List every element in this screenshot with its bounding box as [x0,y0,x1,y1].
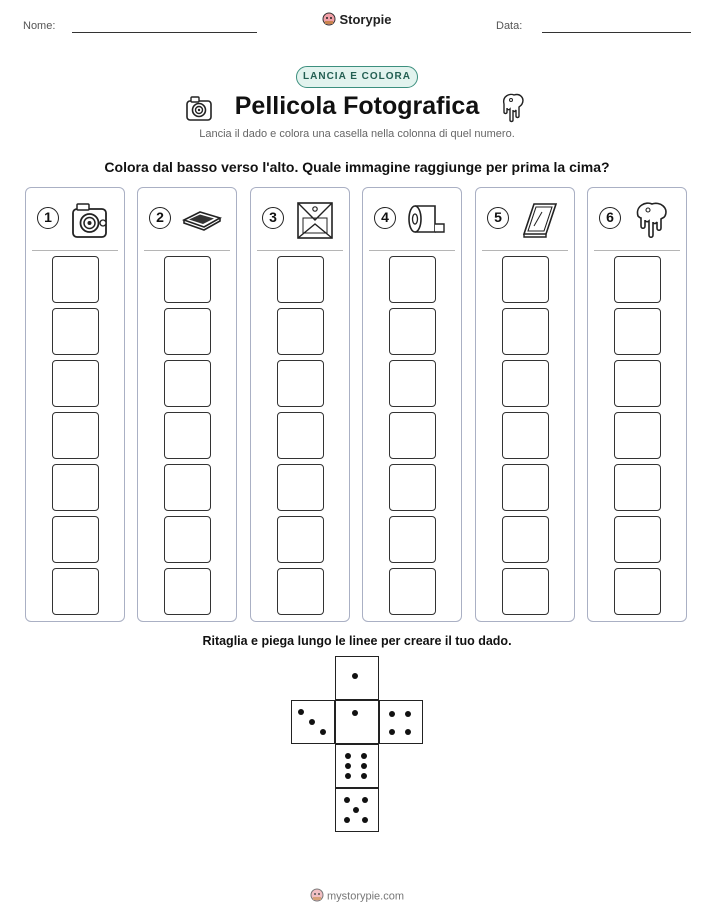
die-pip [389,711,395,717]
color-box[interactable] [502,568,549,615]
page-title: Pellicola Fotografica [234,92,480,120]
color-box[interactable] [502,256,549,303]
column-5 [475,187,575,622]
color-box[interactable] [164,256,211,303]
brand-name: Storypie [339,12,392,27]
column-2 [137,187,237,622]
color-box[interactable] [52,308,99,355]
color-box[interactable] [389,568,436,615]
die-pip [345,773,351,779]
column-4 [362,187,462,622]
color-box[interactable] [614,360,661,407]
color-box[interactable] [52,464,99,511]
brand-header [0,12,714,29]
color-box[interactable] [502,464,549,511]
color-box[interactable] [164,412,211,459]
color-box[interactable] [389,516,436,563]
die-pip [389,729,395,735]
developing-tray-icon [182,200,222,240]
column-number: 3 [262,207,284,229]
column-divider [144,250,230,251]
color-box[interactable] [277,516,324,563]
color-box[interactable] [389,308,436,355]
die-face-5 [335,788,379,832]
column-number: 5 [487,207,509,229]
die-pip [309,719,315,725]
name-label: Nome: [23,20,56,32]
melting-drip-icon [632,200,672,240]
color-box[interactable] [164,516,211,563]
color-box[interactable] [502,308,549,355]
color-box[interactable] [389,256,436,303]
die-pip [361,753,367,759]
date-label: Data: [496,20,523,32]
die-pip [352,673,358,679]
color-box[interactable] [502,360,549,407]
melting-drip-icon [500,92,526,124]
storypie-logo-icon [322,12,336,29]
footer-url[interactable]: mystorypie.com [326,890,405,903]
color-box[interactable] [52,516,99,563]
color-box[interactable] [164,464,211,511]
die-pip [298,709,304,715]
glass-slide-icon [520,200,560,240]
die-face-1-center [335,700,379,744]
color-box[interactable] [277,464,324,511]
column-divider [32,250,118,251]
color-box[interactable] [389,360,436,407]
film-roll-icon [407,200,447,240]
die-pip [345,763,351,769]
die-pip [353,807,359,813]
color-box[interactable] [277,360,324,407]
cut-instruction: Ritaglia e piega lungo le linee per creare il tuo dado. [202,634,512,648]
color-box[interactable] [389,412,436,459]
die-pip [344,817,350,823]
die-pip [361,773,367,779]
column-number: 6 [599,207,621,229]
color-box[interactable] [52,412,99,459]
color-box[interactable] [164,308,211,355]
column-number: 2 [149,207,171,229]
color-box[interactable] [52,360,99,407]
name-line[interactable] [72,32,257,33]
color-box[interactable] [277,308,324,355]
column-number: 1 [37,207,59,229]
die-pip [352,710,358,716]
die-face-3-left [291,700,335,744]
column-divider [257,250,343,251]
color-box[interactable] [614,412,661,459]
color-box[interactable] [502,412,549,459]
activity-badge: LANCIA E COLORA [296,66,418,88]
die-pip [405,729,411,735]
color-box[interactable] [502,516,549,563]
color-box[interactable] [277,568,324,615]
column-divider [482,250,568,251]
footer [0,888,714,905]
column-3 [250,187,350,622]
die-face-1-top [335,656,379,700]
date-line[interactable] [542,32,691,33]
column-1 [25,187,125,622]
die-pip [362,797,368,803]
die-face-4-right [379,700,423,744]
color-box[interactable] [277,412,324,459]
color-box[interactable] [164,568,211,615]
die-pip [361,763,367,769]
color-box[interactable] [277,256,324,303]
color-box[interactable] [614,516,661,563]
color-box[interactable] [614,568,661,615]
question-text: Colora dal basso verso l'alto. Quale immagine raggiunge per prima la cima? [104,159,610,175]
color-box[interactable] [164,360,211,407]
die-pip [405,711,411,717]
column-number: 4 [374,207,396,229]
page-subtitle: Lancia il dado e colora una casella nella colonna di quel numero. [199,128,515,140]
die-pip [362,817,368,823]
column-divider [369,250,455,251]
die-pip [344,797,350,803]
color-box[interactable] [389,464,436,511]
column-6 [587,187,687,622]
die-pip [345,753,351,759]
color-box[interactable] [52,256,99,303]
color-box[interactable] [614,256,661,303]
die-pip [320,729,326,735]
storypie-logo-icon [310,888,324,905]
color-box[interactable] [614,464,661,511]
envelope-icon [295,200,335,240]
camera-icon [70,200,110,240]
color-box[interactable] [614,308,661,355]
column-divider [594,250,680,251]
die-face-6 [335,744,379,788]
color-box[interactable] [52,568,99,615]
